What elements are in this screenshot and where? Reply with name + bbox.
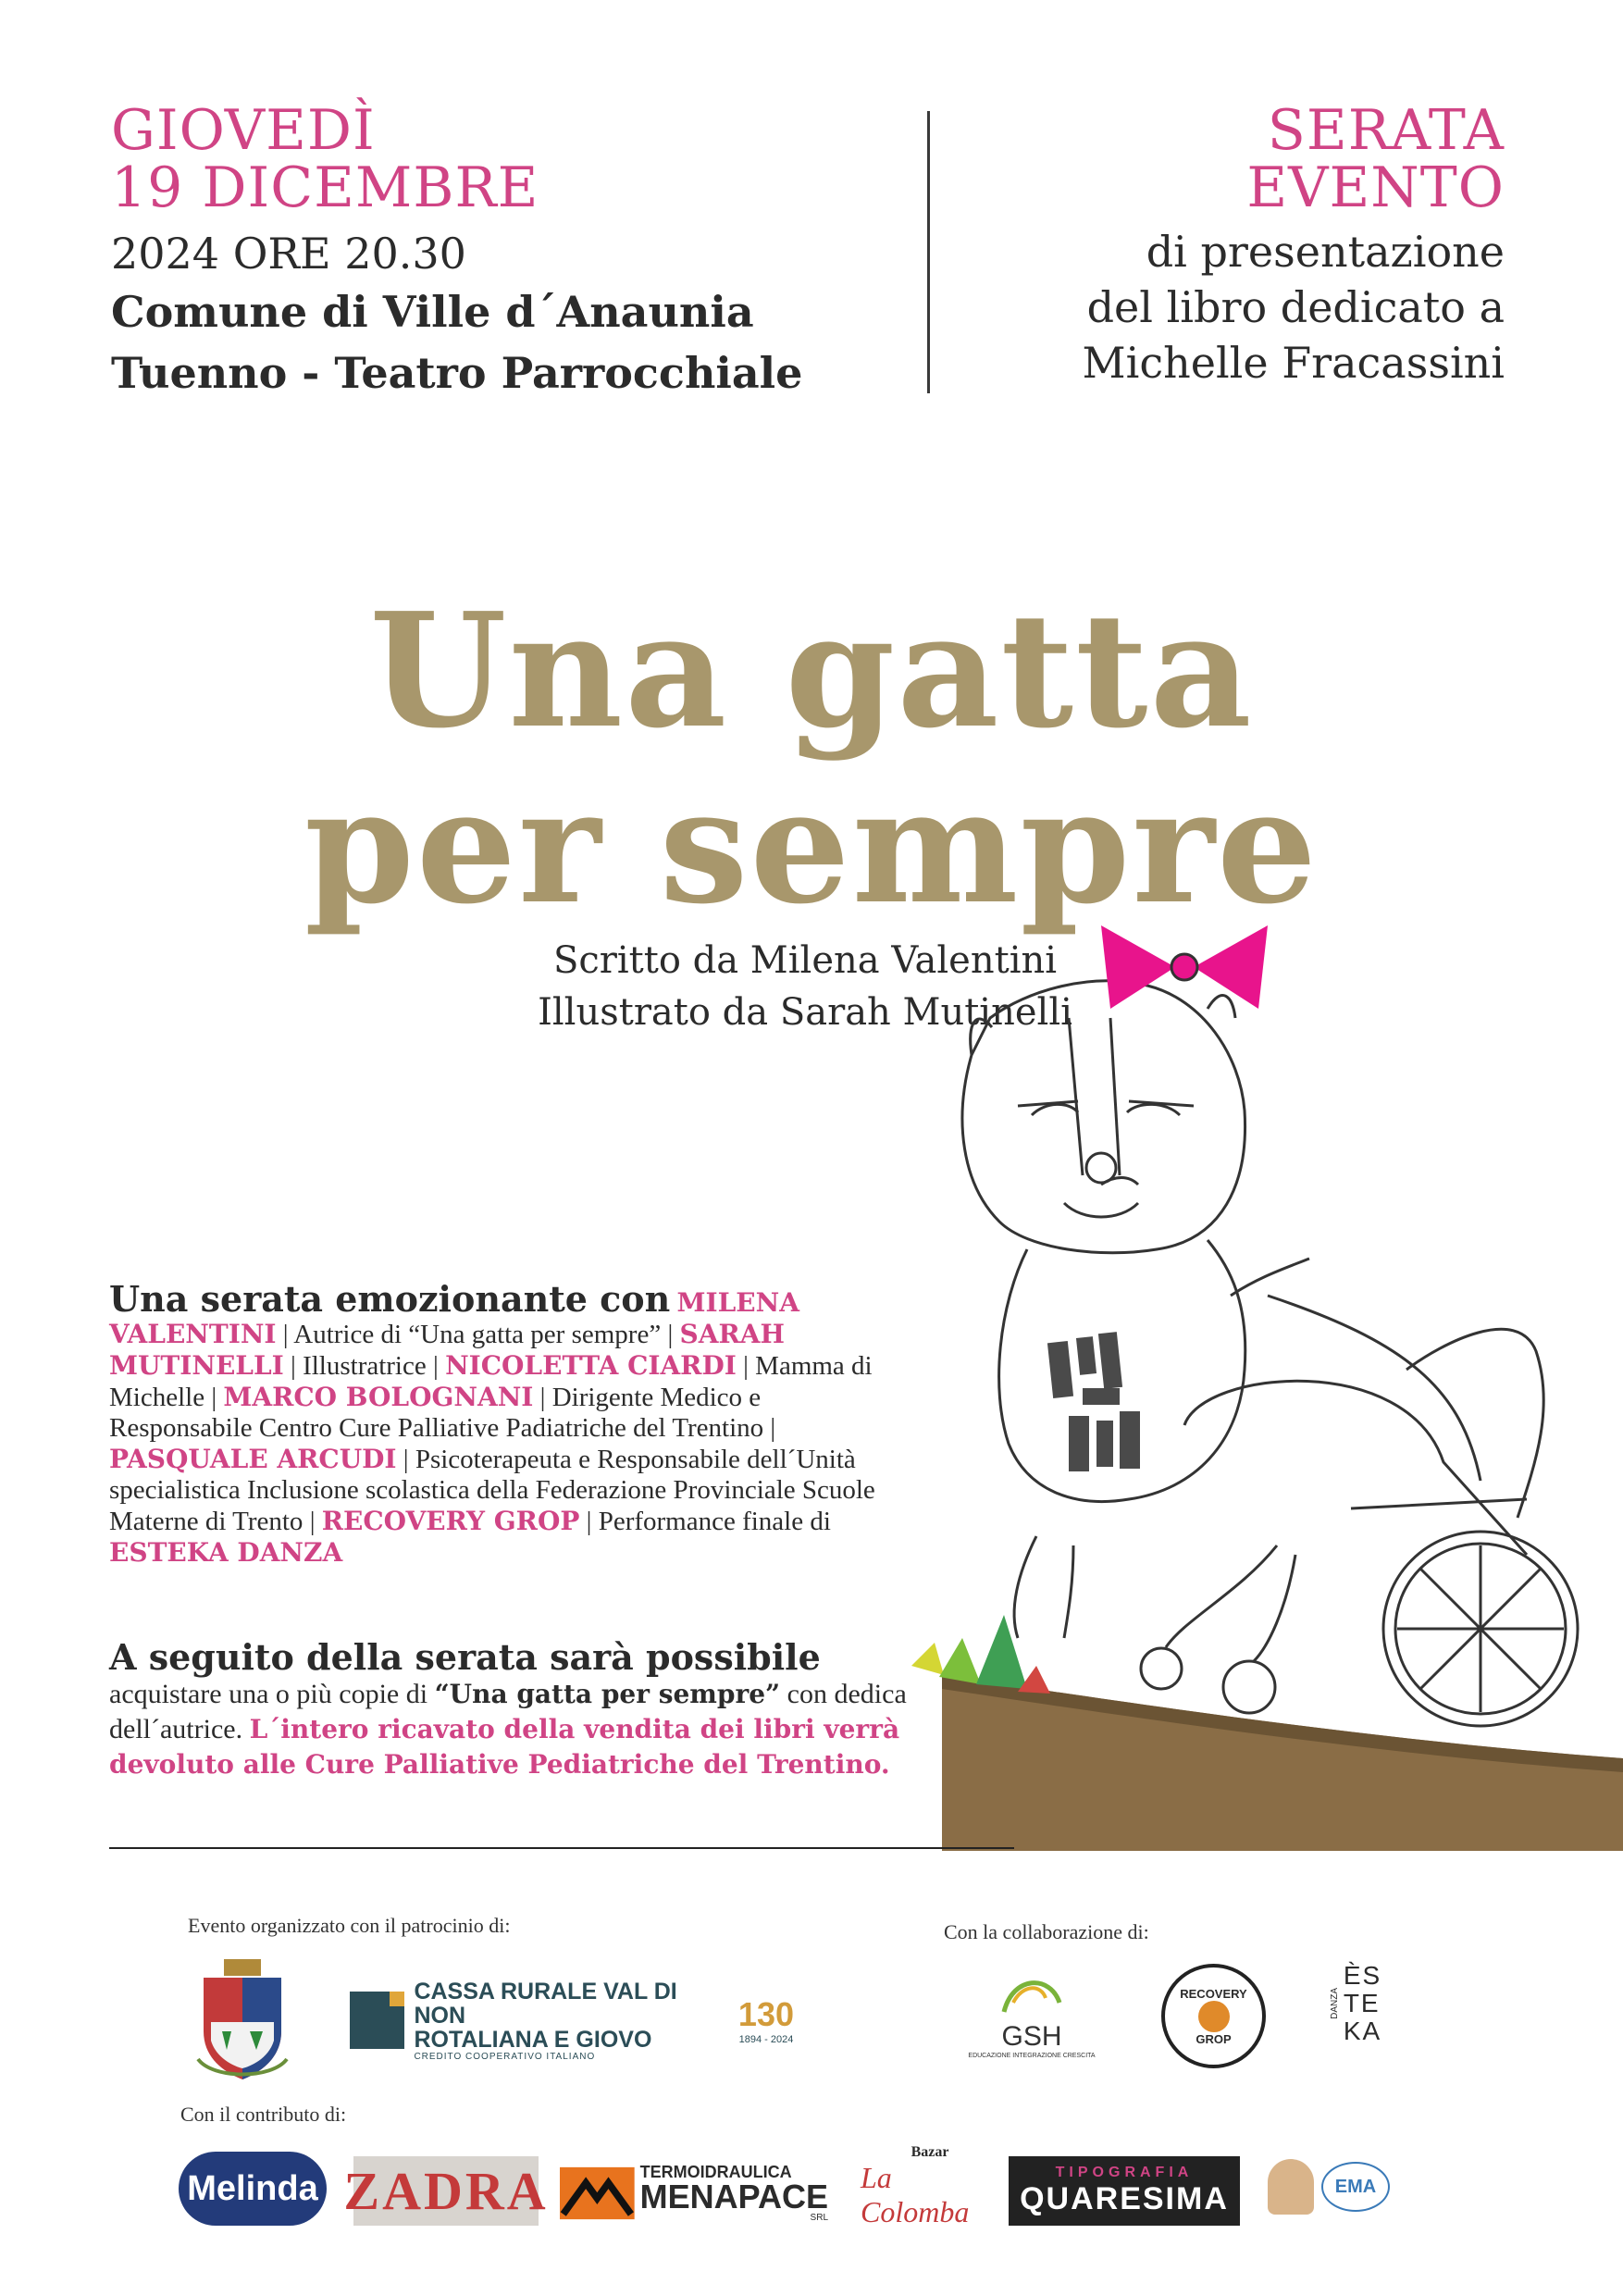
separator: |: [303, 1507, 322, 1536]
guest-milena: MILENA VALENTINI: [109, 1287, 799, 1349]
quaresima-line-2: QUARESIMA: [1020, 2181, 1229, 2216]
separator: |: [283, 1351, 304, 1381]
event-desc-1: di presentazione: [1146, 227, 1505, 277]
separator: |: [736, 1351, 756, 1381]
sale-book-title: “Una gatta per sempre”: [434, 1679, 781, 1709]
cassa-rurale-130: 130: [737, 1995, 794, 2033]
event-desc-3: Michelle Fracassini: [1082, 338, 1505, 388]
guest-sarah: SARAH MUTINELLI: [109, 1319, 785, 1381]
guest-marco: MARCO BOLOGNANI: [223, 1382, 534, 1412]
menapace-line-2: MENAPACE: [639, 2178, 828, 2215]
guest-pasquale: PASQUALE ARCUDI: [109, 1444, 397, 1474]
role-marco: Dirigente Medico e Responsabile Centro Cure Palliative Padiatriche del Trentino: [109, 1383, 764, 1443]
ema-avatar-icon: [1268, 2159, 1314, 2215]
zadra-logo: [343, 2156, 549, 2226]
event-date: 19 DICEMBRE: [111, 155, 539, 220]
cassa-rurale-sub: CREDITO COOPERATIVO ITALIANO: [414, 2051, 596, 2062]
ema-logo: [1268, 2145, 1406, 2228]
guest-recovery: RECOVERY GROP: [321, 1506, 580, 1536]
separator: |: [396, 1445, 415, 1474]
gsh-logo: [962, 1960, 1101, 2064]
collab-caption: Con la collaborazione di:: [944, 1920, 1149, 1943]
gsh-swirl-icon: [995, 1966, 1069, 2021]
colomba-line-1: Bazar: [911, 2144, 949, 2160]
sale-text-1: acquistare una o più copie di: [109, 1679, 428, 1709]
header-divider: [927, 111, 930, 393]
esteka-line-3: KA: [1343, 2017, 1382, 2045]
book-title-line-1: Una gatta: [369, 578, 1254, 763]
event-type-2: EVENTO: [1246, 155, 1505, 220]
footer-rule: [109, 1847, 1014, 1849]
recovery-note-icon: [1198, 2001, 1230, 2032]
recovery-grop-logo: [1161, 1964, 1266, 2068]
colomba-line-2: La Colomba: [861, 2161, 970, 2228]
author-credit: Scritto da Milena Valentini: [552, 939, 1058, 982]
menapace-line-1: TERMOIDRAULICA: [639, 2163, 792, 2181]
role-nicoletta: Mamma di Michelle: [109, 1351, 873, 1412]
event-type-1: SERATA: [1267, 98, 1505, 163]
zadra-name: ZADRA: [343, 2161, 549, 2221]
cassa-rurale-name-1: CASSA RURALE VAL DI NON: [414, 1978, 677, 2029]
program-text: [109, 1278, 886, 1569]
sale-text-2: con dedica dell´autrice.: [109, 1679, 907, 1744]
event-type-block: [931, 98, 1505, 391]
role-sarah: Illustratrice: [303, 1351, 427, 1381]
melinda-logo: [179, 2152, 327, 2226]
esteka-side: DANZA: [1329, 1988, 1340, 2019]
pink-bow: [1101, 925, 1268, 1009]
separator: |: [426, 1351, 446, 1381]
melinda-name: Melinda: [187, 2168, 318, 2208]
separator: |: [661, 1320, 680, 1349]
guest-nicoletta: NICOLETTA CIARDI: [445, 1350, 737, 1381]
cassa-rurale-years: 1894 - 2024: [738, 2034, 794, 2045]
cassa-rurale-name-2: ROTALIANA E GIOVO: [414, 2026, 652, 2053]
sale-donation: L´intero ricavato della vendita dei libri verrà devoluto alle Cure Palliative Pediatriche del Trentino.: [109, 1714, 900, 1780]
menapace-logo: [560, 2161, 828, 2226]
gsh-name: GSH: [1001, 2020, 1062, 2052]
recovery-name-1: RECOVERY: [1180, 1986, 1247, 2001]
gsh-sub: EDUCAZIONE INTEGRAZIONE CRESCITA: [968, 2052, 1096, 2059]
recovery-name-2: GROP: [1196, 2031, 1232, 2046]
menapace-mountain-icon: [560, 2166, 635, 2221]
ema-name: EMA: [1334, 2176, 1377, 2197]
sale-note: [109, 1636, 923, 1782]
cat-wheelchair-illustration: [888, 907, 1623, 1851]
guest-esteka: ESTEKA DANZA: [109, 1537, 343, 1568]
cassa-rurale-logo: [350, 1978, 794, 2062]
separator: |: [533, 1383, 552, 1412]
quaresima-logo: [1009, 2156, 1240, 2226]
separator: |: [204, 1383, 224, 1412]
contrib-caption: Con il contributo di:: [180, 2103, 347, 2126]
event-day: GIOVEDÌ: [111, 98, 376, 163]
role-recovery: Performance finale di: [598, 1507, 831, 1536]
menapace-line-3: SRL: [810, 2213, 828, 2223]
venue-line-1: Comune di Ville d´Anaunia: [111, 287, 754, 337]
event-datetime-block: [111, 98, 944, 403]
comune-coat-of-arms-logo: [194, 1957, 291, 2087]
separator: |: [276, 1320, 294, 1349]
esteka-danza-logo: [1319, 1953, 1393, 2054]
separator: |: [763, 1413, 776, 1443]
patronage-caption: Evento organizzato con il patrocinio di:: [188, 1914, 511, 1937]
event-desc-2: del libro dedicato a: [1086, 282, 1505, 332]
illustrator-credit: Illustrato da Sarah Mutinelli: [538, 991, 1072, 1034]
esteka-line-1: ÈS: [1343, 1961, 1382, 1990]
quaresima-line-1: TIPOGRAFIA: [1055, 2165, 1194, 2180]
program-lead: Una serata emozionante con: [109, 1278, 671, 1320]
book-title-line-2: per sempre: [304, 754, 1319, 939]
separator: |: [579, 1507, 599, 1536]
book-title: [0, 578, 1623, 939]
venue-line-2: Tuenno - Teatro Parrocchiale: [111, 348, 803, 398]
la-colomba-logo: [861, 2145, 999, 2228]
role-pasquale: Psicoterapeuta e Responsabile dell´Unità specialistica Inclusione scolastica della Federazione Provinciale Scuole Materne di Trento: [109, 1445, 875, 1536]
cassa-rurale-mark: [350, 1992, 404, 2049]
role-milena: Autrice di “Una gatta per sempre”: [293, 1320, 662, 1349]
esteka-line-2: TE: [1343, 1989, 1381, 2017]
event-year-time: 2024 ORE 20.30: [111, 229, 466, 279]
sale-lead: A seguito della serata sarà possibile: [109, 1636, 821, 1678]
